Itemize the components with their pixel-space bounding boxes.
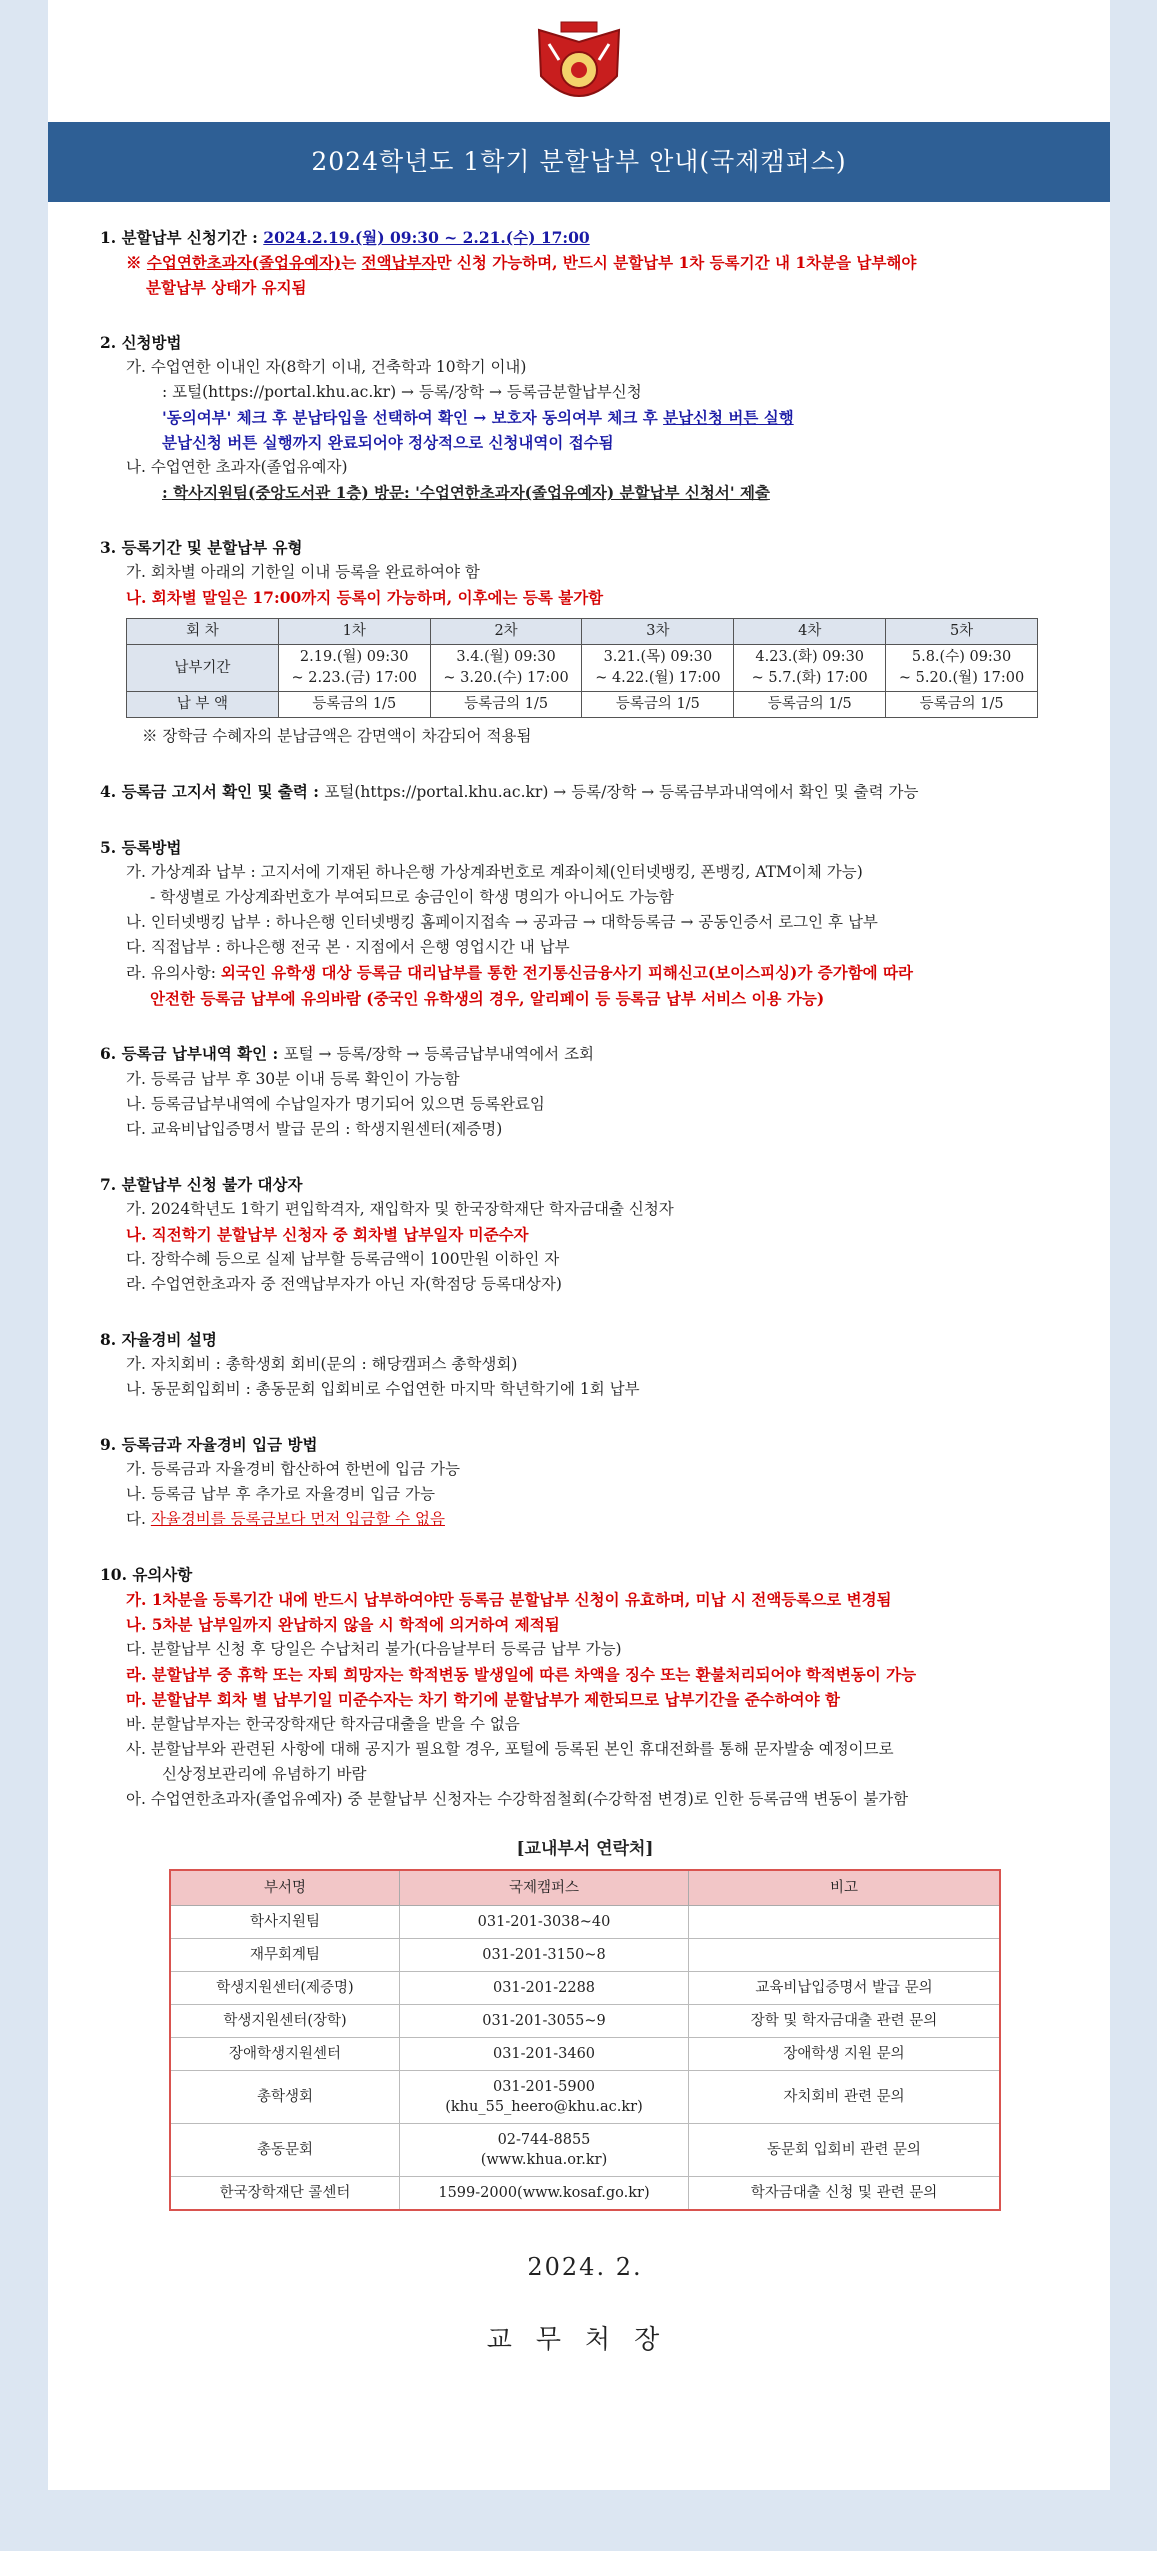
list-item: 가. 자치회비 : 총학생회 회비(문의 : 해당캠퍼스 총학생회) bbox=[126, 1355, 518, 1373]
list-item: : 학사지원팀(중앙도서관 1층) 방문: '수업연한초과자(졸업유예자) 분할납부 신청서' 제출 bbox=[162, 483, 770, 502]
contact-table-body bbox=[170, 1906, 1000, 2211]
table-header: 2차 bbox=[430, 619, 582, 645]
history-path-text: 포털 → 등록/장학 → 등록금납부내역에서 조회 bbox=[283, 1045, 595, 1063]
table-cell bbox=[886, 645, 1038, 692]
table-row bbox=[170, 2124, 1000, 2177]
table-row bbox=[170, 2177, 1000, 2211]
table-header: 5차 bbox=[886, 619, 1038, 645]
table-row bbox=[170, 2005, 1000, 2038]
table-cell: 학사지원팀 bbox=[170, 1906, 400, 1939]
table-cell: 장애학생 지원 문의 bbox=[689, 2038, 1001, 2071]
list-item bbox=[100, 405, 1070, 430]
caution-label: 라. 유의사항: bbox=[126, 964, 221, 982]
table-cell bbox=[689, 1906, 1001, 1939]
period-end: ~ 3.20.(수) 17:00 bbox=[443, 670, 569, 686]
section-heading: 6. 등록금 납부내역 확인 : bbox=[100, 1044, 284, 1063]
notice-date: 2024. 2. bbox=[527, 2253, 643, 2281]
table-cell bbox=[278, 645, 430, 692]
note-text: 만 신청 가능하며, 반드시 분할납부 1차 등록기간 내 1차분을 납부해야 bbox=[436, 253, 917, 272]
period-start: 2.19.(월) 09:30 bbox=[299, 649, 409, 665]
table-row bbox=[127, 619, 1038, 645]
section-bill-print bbox=[100, 779, 1070, 805]
table-header: 납 부 액 bbox=[127, 692, 279, 718]
table-cell: 장학 및 학자금대출 관련 문의 bbox=[689, 2005, 1001, 2038]
table-cell: 등록금의 1/5 bbox=[278, 692, 430, 718]
section-heading: 4. 등록금 고지서 확인 및 출력 : bbox=[100, 782, 325, 801]
period-end: ~ 5.7.(화) 17:00 bbox=[751, 670, 868, 686]
notice-body bbox=[100, 225, 1070, 2356]
period-start: 3.4.(월) 09:30 bbox=[456, 649, 556, 665]
list-item: 가. 1차분을 등록기간 내에 반드시 납부하여야만 등록금 분할납부 신청이 유효하며, 미납 시 전액등록으로 변경됨 bbox=[126, 1590, 892, 1609]
application-period-link[interactable]: 2024.2.19.(월) 09:30 ~ 2.21.(수) 17:00 bbox=[263, 228, 590, 247]
section-heading: 7. 분할납부 신청 불가 대상자 bbox=[100, 1175, 303, 1194]
list-item: 나. 5차분 납부일까지 완납하지 않을 시 학적에 의거하여 제적됨 bbox=[126, 1615, 560, 1634]
table-cell: 총동문회 bbox=[170, 2124, 400, 2177]
table-header: 부서명 bbox=[170, 1870, 400, 1906]
table-cell: 031-201-3055~9 bbox=[400, 2005, 689, 2038]
list-item: - 학생별로 가상계좌번호가 부여되므로 송금인이 학생 명의가 아니어도 가능함 bbox=[150, 888, 674, 906]
table-cell: 교육비납입증명서 발급 문의 bbox=[689, 1972, 1001, 2005]
table-row bbox=[170, 1939, 1000, 1972]
period-start: 4.23.(화) 09:30 bbox=[755, 649, 865, 665]
period-start: 3.21.(목) 09:30 bbox=[603, 649, 713, 665]
table-cell: 장애학생지원센터 bbox=[170, 2038, 400, 2071]
section-application-method bbox=[100, 330, 1070, 505]
university-emblem-icon bbox=[531, 20, 627, 112]
scholarship-note: ※ 장학금 수혜자의 분납금액은 감면액이 차감되어 적용됨 bbox=[142, 727, 532, 745]
list-item bbox=[100, 1507, 1070, 1532]
period-end: ~ 2.23.(금) 17:00 bbox=[291, 670, 417, 686]
list-item: 라. 분할납부 중 휴학 또는 자퇴 희망자는 학적변동 발생일에 따른 차액을 징수 또는 환불처리되어야 학적변동이 가능 bbox=[126, 1665, 917, 1684]
list-item: 나. 동문회입회비 : 총동문회 입회비로 수업연한 마지막 학년학기에 1회 납부 bbox=[126, 1380, 640, 1398]
table-cell: 동문회 입회비 관련 문의 bbox=[689, 2124, 1001, 2177]
table-cell bbox=[430, 645, 582, 692]
list-item: 다. 교육비납입증명서 발급 문의 : 학생지원센터(제증명) bbox=[126, 1120, 503, 1138]
table-cell bbox=[734, 645, 886, 692]
section-heading: 3. 등록기간 및 분할납부 유형 bbox=[100, 538, 303, 557]
table-cell: 한국장학재단 콜센터 bbox=[170, 2177, 400, 2211]
installment-schedule-table bbox=[126, 618, 1038, 718]
table-cell: 02-744-8855 (www.khua.or.kr) bbox=[400, 2124, 689, 2177]
item-marker: 다. bbox=[126, 1510, 151, 1528]
note-text-cont: 분할납부 상태가 유지됨 bbox=[146, 278, 307, 297]
instruction-underlined: 분납신청 버튼 실행 bbox=[663, 408, 794, 427]
table-cell: 학자금대출 신청 및 관련 문의 bbox=[689, 2177, 1001, 2211]
note-particle: 는 bbox=[341, 253, 362, 272]
section-heading: 5. 등록방법 bbox=[100, 838, 182, 857]
table-cell: 031-201-3038~40 bbox=[400, 1906, 689, 1939]
table-cell: 재무회계팀 bbox=[170, 1939, 400, 1972]
table-row bbox=[127, 692, 1038, 718]
bill-path-text: 포털(https://portal.khu.ac.kr) → 등록/장학 → 등록금부과내역에서 확인 및 출력 가능 bbox=[324, 783, 919, 801]
list-item: 다. 직접납부 : 하나은행 전국 본 · 지점에서 은행 영업시간 내 납부 bbox=[126, 938, 570, 956]
list-item: 라. 수업연한초과자 중 전액납부자가 아닌 자(학점당 등록대상자) bbox=[126, 1275, 562, 1293]
period-end: ~ 4.22.(월) 17:00 bbox=[595, 670, 721, 686]
table-cell: 학생지원센터(장학) bbox=[170, 2005, 400, 2038]
list-item: 사. 분할납부와 관련된 사항에 대해 공지가 필요할 경우, 포털에 등록된 본인 휴대전화를 통해 문자발송 예정이므로 bbox=[126, 1740, 894, 1758]
list-item: 가. 수업연한 이내인 자(8학기 이내, 건축학과 10학기 이내) bbox=[126, 358, 527, 376]
section-payment-method bbox=[100, 835, 1070, 1011]
table-row bbox=[170, 1972, 1000, 2005]
section-deposit-method bbox=[100, 1432, 1070, 1532]
list-item: 가. 등록금과 자율경비 합산하여 한번에 입금 가능 bbox=[126, 1460, 460, 1478]
note-full-payer: 전액납부자 bbox=[361, 253, 437, 272]
list-item: 나. 등록금 납부 후 추가로 자율경비 입금 가능 bbox=[126, 1485, 435, 1503]
list-item: 바. 분할납부자는 한국장학재단 학자금대출을 받을 수 없음 bbox=[126, 1715, 520, 1733]
section-optional-fees bbox=[100, 1327, 1070, 1402]
list-item: 나. 회차별 말일은 17:00까지 등록이 가능하며, 이후에는 등록 불가함 bbox=[126, 588, 604, 607]
instruction-text: '동의여부' 체크 후 분납타입을 선택하여 확인 → 보호자 동의여부 체크 후 bbox=[162, 408, 664, 427]
list-item: 나. 등록금납부내역에 수납일자가 명기되어 있으면 등록완료임 bbox=[126, 1095, 545, 1113]
section-heading: 2. 신청방법 bbox=[100, 333, 182, 352]
table-header: 국제캠퍼스 bbox=[400, 1870, 689, 1906]
section-application-period bbox=[100, 225, 1070, 300]
period-end: ~ 5.20.(월) 17:00 bbox=[898, 670, 1025, 686]
deposit-warning: 자율경비를 등록금보다 먼저 입금할 수 없음 bbox=[150, 1510, 445, 1528]
table-cell: 등록금의 1/5 bbox=[582, 692, 734, 718]
section-heading: 8. 자율경비 설명 bbox=[100, 1330, 217, 1349]
section-heading: 1. 분할납부 신청기간 : bbox=[100, 228, 264, 247]
list-item bbox=[100, 960, 1070, 986]
table-cell: 031-201-5900 (khu_55_heero@khu.ac.kr) bbox=[400, 2071, 689, 2124]
list-item: 분납신청 버튼 실행까지 완료되어야 정상적으로 신청내역이 접수됨 bbox=[162, 433, 614, 452]
list-item: 다. 분할납부 신청 후 당일은 수납처리 불가(다음날부터 등록금 납부 가능) bbox=[126, 1640, 622, 1658]
table-cell: 총학생회 bbox=[170, 2071, 400, 2124]
table-header: 4차 bbox=[734, 619, 886, 645]
section-heading: 10. 유의사항 bbox=[100, 1565, 193, 1584]
period-start: 5.8.(수) 09:30 bbox=[911, 649, 1012, 665]
list-item: 아. 수업연한초과자(졸업유예자) 중 분할납부 신청자는 수강학점철회(수강학점 변경)로 인한 등록금액 변동이 불가함 bbox=[126, 1790, 909, 1808]
notice-page bbox=[48, 0, 1110, 2490]
table-header: 비고 bbox=[689, 1870, 1001, 1906]
signer: 교무처장 bbox=[486, 2325, 684, 2355]
section-cautions bbox=[100, 1562, 1070, 1812]
table-cell: 등록금의 1/5 bbox=[734, 692, 886, 718]
table-cell: 학생지원센터(제증명) bbox=[170, 1972, 400, 2005]
table-header: 3차 bbox=[582, 619, 734, 645]
list-item: 안전한 등록금 납부에 유의바람 (중국인 유학생의 경우, 알리페이 등 등록금 납부 서비스 이용 가능) bbox=[150, 989, 825, 1008]
caution-text: 외국인 유학생 대상 등록금 대리납부를 통한 전기통신금융사기 피해신고(보이스피싱)가 증가함에 따라 bbox=[220, 963, 913, 982]
table-header: 1차 bbox=[278, 619, 430, 645]
list-item: : 포털(https://portal.khu.ac.kr) → 등록/장학 → 등록금분할납부신청 bbox=[162, 383, 642, 401]
list-item: 가. 가상계좌 납부 : 고지서에 기재된 하나은행 가상계좌번호로 계좌이체(인터넷뱅킹, 폰뱅킹, ATM이체 가능) bbox=[126, 863, 863, 881]
section-schedule bbox=[100, 535, 1070, 749]
table-row bbox=[170, 2038, 1000, 2071]
list-item: 가. 회차별 아래의 기한일 이내 등록을 완료하여야 함 bbox=[126, 563, 480, 581]
list-item: 마. 분할납부 회차 별 납부기일 미준수자는 차기 학기에 분할납부가 제한되므로 납부기간을 준수하여야 함 bbox=[126, 1690, 840, 1709]
table-header: 납부기간 bbox=[127, 645, 279, 692]
table-cell bbox=[582, 645, 734, 692]
table-row bbox=[170, 1906, 1000, 1939]
list-item: 신상정보관리에 유념하기 바람 bbox=[162, 1765, 367, 1783]
note-target: 수업연한초과자(졸업유예자) bbox=[146, 253, 342, 272]
table-cell: 등록금의 1/5 bbox=[430, 692, 582, 718]
section-ineligible bbox=[100, 1172, 1070, 1297]
contact-title: [교내부서 연락처] bbox=[516, 1839, 654, 1859]
list-item: 나. 인터넷뱅킹 납부 : 하나은행 인터넷뱅킹 홈페이지접속 → 공과금 → 대학등록금 → 공동인증서 로그인 후 납부 bbox=[126, 913, 878, 931]
table-cell: 등록금의 1/5 bbox=[886, 692, 1038, 718]
list-item: 가. 등록금 납부 후 30분 이내 등록 확인이 가능함 bbox=[126, 1070, 460, 1088]
table-cell: 031-201-3150~8 bbox=[400, 1939, 689, 1972]
page-title: 2024학년도 1학기 분할납부 안내(국제캠퍼스) bbox=[48, 122, 1110, 202]
table-cell: 031-201-2288 bbox=[400, 1972, 689, 2005]
section-heading: 9. 등록금과 자율경비 입금 방법 bbox=[100, 1435, 318, 1454]
table-cell: 1599-2000(www.kosaf.go.kr) bbox=[400, 2177, 689, 2211]
table-cell bbox=[689, 1939, 1001, 1972]
list-item: 나. 직전학기 분할납부 신청자 중 회차별 납부일자 미준수자 bbox=[126, 1225, 529, 1244]
contact-table bbox=[169, 1869, 1001, 2211]
section-payment-history bbox=[100, 1041, 1070, 1142]
list-item: 나. 수업연한 초과자(졸업유예자) bbox=[126, 458, 348, 476]
list-item: 다. 장학수혜 등으로 실제 납부할 등록금액이 100만원 이하인 자 bbox=[126, 1250, 560, 1268]
list-item: 가. 2024학년도 1학기 편입학격자, 재입학자 및 한국장학재단 학자금대출 신청자 bbox=[126, 1200, 674, 1218]
table-row bbox=[127, 645, 1038, 692]
table-header: 회 차 bbox=[127, 619, 279, 645]
table-row bbox=[170, 2071, 1000, 2124]
table-cell: 자치회비 관련 문의 bbox=[689, 2071, 1001, 2124]
note-mark: ※ bbox=[126, 253, 147, 272]
table-cell: 031-201-3460 bbox=[400, 2038, 689, 2071]
table-row bbox=[170, 1870, 1000, 1906]
